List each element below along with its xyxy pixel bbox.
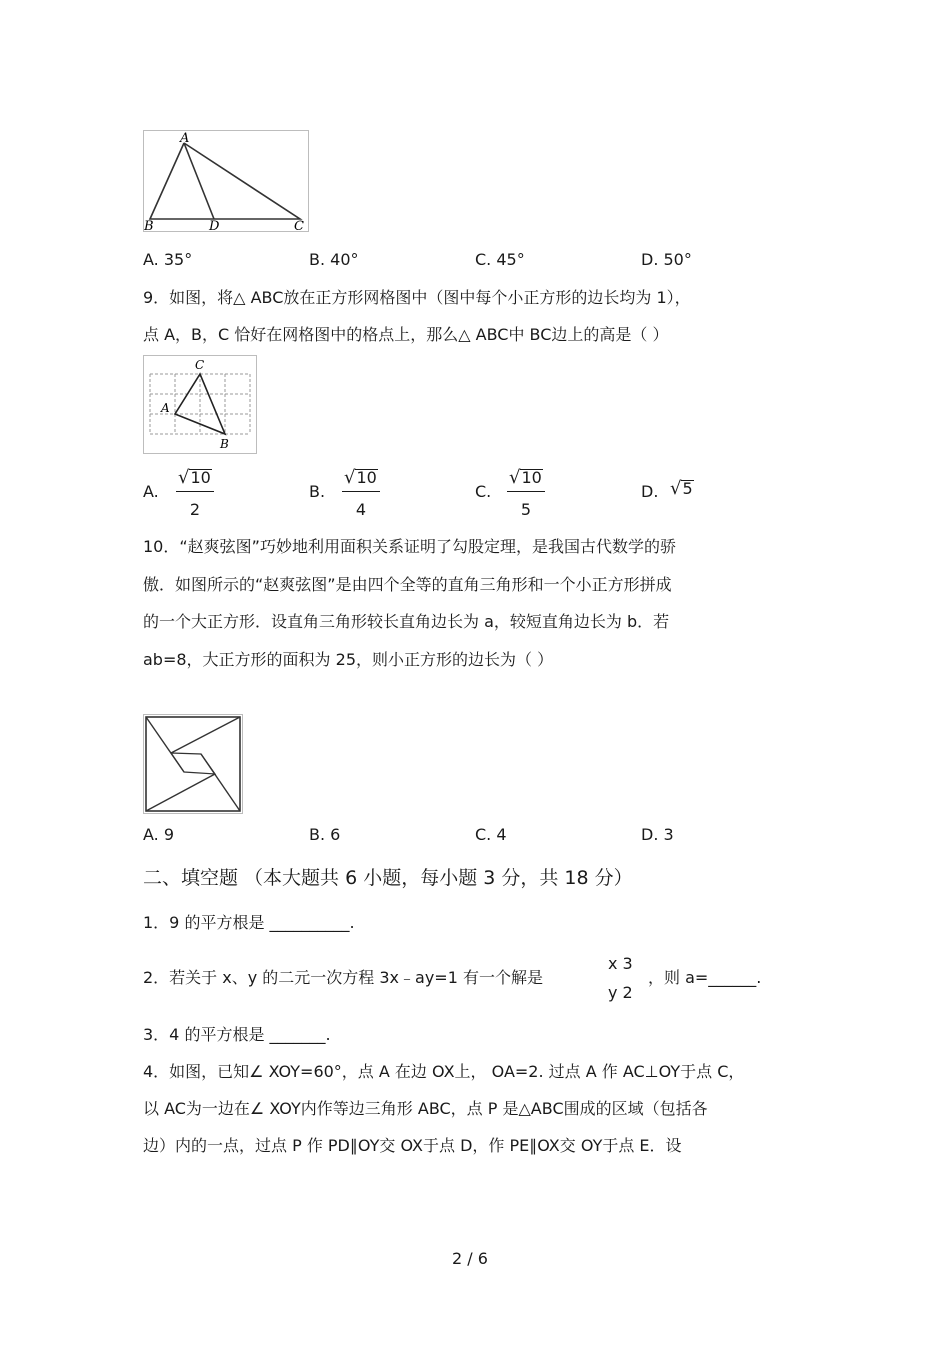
page-number: 2 / 6	[452, 1249, 488, 1268]
section2-q2-suffix: ，则 a=______.	[648, 968, 762, 987]
q10-option-c: C. 4	[475, 825, 507, 844]
q10-option-a: A. 9	[143, 825, 175, 844]
section2-q4-line2: 以 AC为一边在∠ XOY内作等边三角形 ABC，点 P 是△ABC围成的区域（包括各	[143, 1099, 708, 1118]
q9-option-b-denominator: 4	[355, 500, 367, 519]
q9-option-d-letter: D.	[641, 482, 659, 501]
section2-q3: 3．4 的平方根是 _______.	[143, 1025, 331, 1044]
q10-inner-square	[171, 753, 215, 774]
q8-option-d: D. 50°	[641, 250, 692, 269]
q10-text-line3: 的一个大正方形．设直角三角形较长直角边长为 a，较短直角边长为 b．若	[143, 612, 670, 631]
q8-triangle-abc	[150, 143, 300, 219]
q9-option-b-fraction: √ 10 4	[342, 468, 380, 519]
section2-q2-system-top: x 3	[608, 954, 633, 973]
q9-option-c-fraction: √ 10 5	[507, 468, 545, 519]
q8-triangle-figure	[143, 130, 309, 232]
q8-label-d: D	[209, 219, 220, 231]
q8-label-a: A	[180, 131, 190, 146]
q9-option-a-radicand: 10	[190, 468, 211, 488]
section2-q4-line1: 4．如图，已知∠ XOY=60°，点 A 在边 OX上， OA=2. 过点 A 作 AC⊥OY于点 C，	[143, 1062, 745, 1081]
q10-option-d: D. 3	[641, 825, 674, 844]
q9-option-b-radicand: 10	[356, 468, 377, 488]
q8-label-c: C	[294, 219, 304, 231]
q9-option-c-denominator: 5	[520, 500, 532, 519]
q9-grid-figure	[143, 355, 257, 454]
q10-zhao-shuang-figure	[143, 714, 243, 814]
q9-label-b: B	[220, 437, 229, 451]
section2-q2-prefix: 2．若关于 x、y 的二元一次方程 3x﹣ay=1 有一个解是	[143, 968, 543, 987]
section2-q2-system-bottom: y 2	[608, 983, 633, 1002]
q10-text-line1: 10．“赵爽弦图”巧妙地利用面积关系证明了勾股定理，是我国古代数学的骄	[143, 537, 676, 556]
q10-zhao-shuang-svg	[144, 715, 242, 813]
q8-segment-ad	[184, 143, 214, 219]
q9-text-line1: 9．如图，将△ ABC放在正方形网格图中（图中每个小正方形的边长均为 1），	[143, 288, 691, 307]
section2-heading: 二、填空题 （本大题共 6 小题，每小题 3 分，共 18 分）	[143, 867, 633, 889]
q9-text-line2: 点 A，B，C 恰好在网格图中的格点上，那么△ ABC中 BC边上的高是（ ）	[143, 325, 669, 344]
q10-text-line2: 傲．如图所示的“赵爽弦图”是由四个全等的直角三角形和一个小正方形拼成	[143, 575, 672, 594]
q8-option-a: A. 35°	[143, 250, 193, 269]
q9-label-a: A	[161, 401, 170, 415]
q9-option-d-sqrt: √ 5	[670, 478, 693, 499]
q9-grid-svg	[144, 356, 256, 453]
q8-triangle-svg	[144, 131, 308, 231]
q9-option-d-radicand: 5	[682, 479, 693, 499]
section2-q1: 1．9 的平方根是 __________.	[143, 913, 355, 932]
q9-label-c: C	[195, 358, 205, 372]
q10-inner-lines	[146, 717, 240, 811]
section2-q4-line3: 边）内的一点，过点 P 作 PD∥OY交 OX于点 D，作 PE∥OX交 OY于点 E．设	[143, 1136, 682, 1155]
q10-text-line4: ab=8，大正方形的面积为 25，则小正方形的边长为（ ）	[143, 650, 554, 669]
q8-option-b: B. 40°	[309, 250, 359, 269]
q9-option-c-radicand: 10	[521, 468, 542, 488]
q8-option-c: C. 45°	[475, 250, 525, 269]
q10-option-b: B. 6	[309, 825, 341, 844]
q10-outer-square	[146, 717, 240, 811]
q9-option-a-fraction: √ 10 2	[176, 468, 214, 519]
q8-label-b: B	[144, 219, 154, 231]
q9-option-a-letter: A.	[143, 482, 159, 501]
q9-option-c-letter: C.	[475, 482, 492, 501]
q9-option-b-letter: B.	[309, 482, 326, 501]
q9-option-a-denominator: 2	[189, 500, 201, 519]
